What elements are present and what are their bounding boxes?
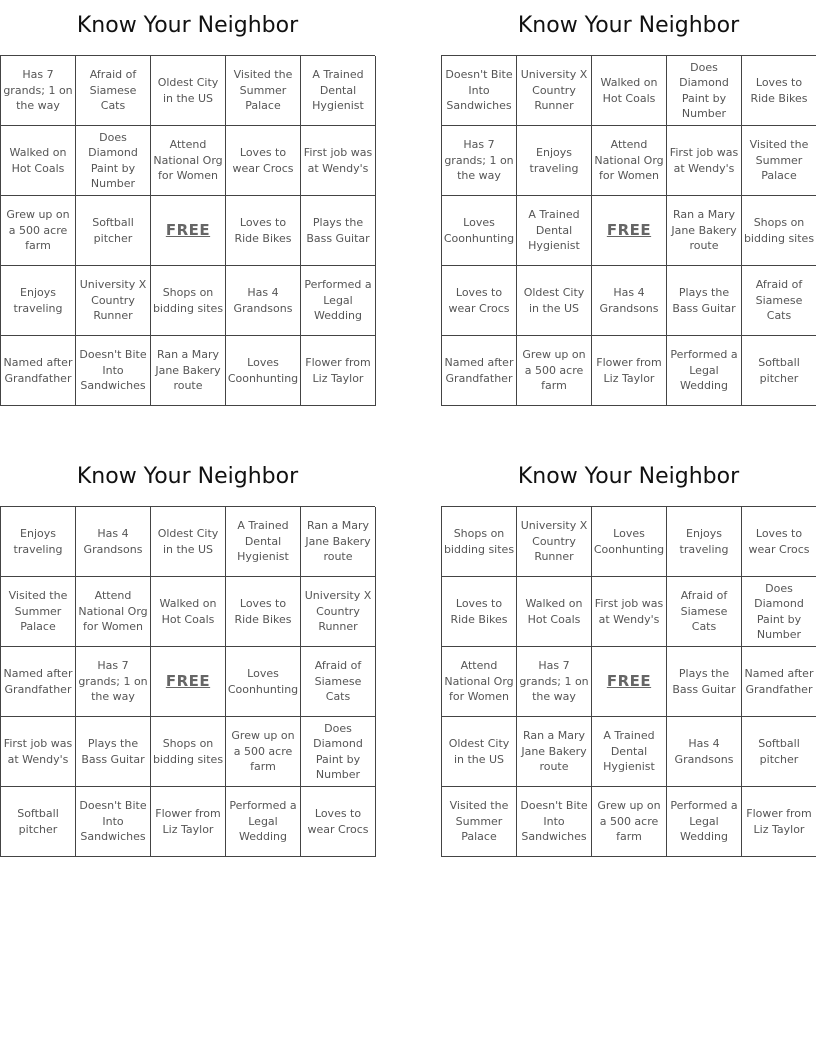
- bingo-cell: Performed a Legal Wedding: [667, 336, 742, 406]
- bingo-cell: Attend National Org for Women: [76, 577, 151, 647]
- bingo-cell: Loves Coonhunting: [592, 507, 667, 577]
- bingo-cell: Flower from Liz Taylor: [151, 787, 226, 857]
- bingo-cell: Afraid of Siamese Cats: [667, 577, 742, 647]
- bingo-cell: Loves to wear Crocs: [742, 507, 816, 577]
- bingo-cell: University X Country Runner: [301, 577, 376, 647]
- bingo-cell: Enjoys traveling: [1, 507, 76, 577]
- bingo-cell: Softball pitcher: [76, 196, 151, 266]
- bingo-cell: Does Diamond Paint by Number: [667, 56, 742, 126]
- bingo-grid: [441, 55, 816, 406]
- bingo-cell: Loves to wear Crocs: [301, 787, 376, 857]
- bingo-cell: Visited the Summer Palace: [742, 126, 816, 196]
- bingo-cell: Softball pitcher: [742, 717, 816, 787]
- bingo-cell: Attend National Org for Women: [442, 647, 517, 717]
- bingo-cell: A Trained Dental Hygienist: [301, 56, 376, 126]
- bingo-cell: Loves Coonhunting: [226, 647, 301, 717]
- bingo-cell: Shops on bidding sites: [442, 507, 517, 577]
- bingo-cell: Softball pitcher: [1, 787, 76, 857]
- bingo-cell: Doesn't Bite Into Sandwiches: [442, 56, 517, 126]
- bingo-cell: Doesn't Bite Into Sandwiches: [76, 336, 151, 406]
- card-title: Know Your Neighbor: [76, 464, 299, 489]
- bingo-cell: First job was at Wendy's: [301, 126, 376, 196]
- bingo-cell: Loves to Ride Bikes: [226, 196, 301, 266]
- bingo-grid: [441, 506, 816, 857]
- bingo-cell-free: FREE: [151, 196, 226, 266]
- bingo-grid: [0, 55, 375, 406]
- bingo-cell: Attend National Org for Women: [151, 126, 226, 196]
- bingo-cell: Plays the Bass Guitar: [76, 717, 151, 787]
- bingo-cell: Ran a Mary Jane Bakery route: [667, 196, 742, 266]
- bingo-cell: University X Country Runner: [517, 56, 592, 126]
- bingo-cell: Walked on Hot Coals: [592, 56, 667, 126]
- bingo-cell: Shops on bidding sites: [151, 266, 226, 336]
- bingo-grid: [0, 506, 375, 857]
- bingo-cell: Named after Grandfather: [442, 336, 517, 406]
- bingo-cell: Has 4 Grandsons: [226, 266, 301, 336]
- bingo-cell: Does Diamond Paint by Number: [742, 577, 816, 647]
- bingo-cell: Grew up on a 500 acre farm: [517, 336, 592, 406]
- bingo-cell: Afraid of Siamese Cats: [742, 266, 816, 336]
- bingo-cell: A Trained Dental Hygienist: [517, 196, 592, 266]
- bingo-cell: Attend National Org for Women: [592, 126, 667, 196]
- bingo-cell: University X Country Runner: [517, 507, 592, 577]
- bingo-card-4: [441, 451, 816, 857]
- bingo-cell: Named after Grandfather: [1, 647, 76, 717]
- bingo-cell: Has 4 Grandsons: [667, 717, 742, 787]
- bingo-cell: Loves to wear Crocs: [442, 266, 517, 336]
- bingo-cell: A Trained Dental Hygienist: [592, 717, 667, 787]
- bingo-cell: Shops on bidding sites: [742, 196, 816, 266]
- bingo-cell: Has 7 grands; 1 on the way: [1, 56, 76, 126]
- bingo-cell: Performed a Legal Wedding: [301, 266, 376, 336]
- bingo-cell: First job was at Wendy's: [667, 126, 742, 196]
- bingo-cell: First job was at Wendy's: [1, 717, 76, 787]
- bingo-cell: Named after Grandfather: [742, 647, 816, 717]
- bingo-cell-free: FREE: [151, 647, 226, 717]
- bingo-cell: Walked on Hot Coals: [151, 577, 226, 647]
- bingo-cell: Ran a Mary Jane Bakery route: [301, 507, 376, 577]
- bingo-cell: Oldest City in the US: [151, 507, 226, 577]
- bingo-cell: Has 7 grands; 1 on the way: [442, 126, 517, 196]
- card-title: Know Your Neighbor: [517, 464, 740, 489]
- bingo-cell: Does Diamond Paint by Number: [76, 126, 151, 196]
- bingo-cell: Loves Coonhunting: [442, 196, 517, 266]
- bingo-cell: Loves to wear Crocs: [226, 126, 301, 196]
- card-title: Know Your Neighbor: [76, 13, 299, 38]
- bingo-cell: Doesn't Bite Into Sandwiches: [76, 787, 151, 857]
- bingo-cell-free: FREE: [592, 647, 667, 717]
- bingo-cell: Loves to Ride Bikes: [442, 577, 517, 647]
- bingo-cell: Performed a Legal Wedding: [667, 787, 742, 857]
- bingo-card-2: [441, 0, 816, 406]
- bingo-cell: Does Diamond Paint by Number: [301, 717, 376, 787]
- bingo-card-1: [0, 0, 375, 406]
- bingo-cell: Loves to Ride Bikes: [226, 577, 301, 647]
- bingo-cell: Softball pitcher: [742, 336, 816, 406]
- bingo-cell: Visited the Summer Palace: [1, 577, 76, 647]
- bingo-card-3: [0, 451, 375, 857]
- bingo-cell: Visited the Summer Palace: [226, 56, 301, 126]
- bingo-cell: Doesn't Bite Into Sandwiches: [517, 787, 592, 857]
- bingo-cell-free: FREE: [592, 196, 667, 266]
- bingo-cell: Walked on Hot Coals: [1, 126, 76, 196]
- bingo-cell: Afraid of Siamese Cats: [76, 56, 151, 126]
- bingo-cell: Enjoys traveling: [517, 126, 592, 196]
- bingo-cell: Ran a Mary Jane Bakery route: [151, 336, 226, 406]
- bingo-cell: Grew up on a 500 acre farm: [226, 717, 301, 787]
- bingo-cell: Enjoys traveling: [667, 507, 742, 577]
- bingo-cell: Ran a Mary Jane Bakery route: [517, 717, 592, 787]
- bingo-cell: A Trained Dental Hygienist: [226, 507, 301, 577]
- bingo-cell: Afraid of Siamese Cats: [301, 647, 376, 717]
- bingo-cell: Has 7 grands; 1 on the way: [517, 647, 592, 717]
- bingo-cell: First job was at Wendy's: [592, 577, 667, 647]
- bingo-cell: Performed a Legal Wedding: [226, 787, 301, 857]
- bingo-cell: University X Country Runner: [76, 266, 151, 336]
- bingo-cell: Grew up on a 500 acre farm: [592, 787, 667, 857]
- bingo-cell: Enjoys traveling: [1, 266, 76, 336]
- bingo-cell: Oldest City in the US: [151, 56, 226, 126]
- bingo-cell: Has 4 Grandsons: [592, 266, 667, 336]
- bingo-cell: Oldest City in the US: [517, 266, 592, 336]
- bingo-cell: Grew up on a 500 acre farm: [1, 196, 76, 266]
- bingo-cell: Shops on bidding sites: [151, 717, 226, 787]
- bingo-cell: Plays the Bass Guitar: [667, 266, 742, 336]
- bingo-cell: Has 4 Grandsons: [76, 507, 151, 577]
- bingo-cell: Loves Coonhunting: [226, 336, 301, 406]
- bingo-cell: Has 7 grands; 1 on the way: [76, 647, 151, 717]
- bingo-cell: Plays the Bass Guitar: [301, 196, 376, 266]
- bingo-cell: Loves to Ride Bikes: [742, 56, 816, 126]
- bingo-cell: Flower from Liz Taylor: [301, 336, 376, 406]
- card-title: Know Your Neighbor: [517, 13, 740, 38]
- bingo-cell: Named after Grandfather: [1, 336, 76, 406]
- bingo-cell: Flower from Liz Taylor: [742, 787, 816, 857]
- bingo-cell: Walked on Hot Coals: [517, 577, 592, 647]
- bingo-cell: Flower from Liz Taylor: [592, 336, 667, 406]
- bingo-cell: Visited the Summer Palace: [442, 787, 517, 857]
- bingo-cell: Oldest City in the US: [442, 717, 517, 787]
- bingo-cell: Plays the Bass Guitar: [667, 647, 742, 717]
